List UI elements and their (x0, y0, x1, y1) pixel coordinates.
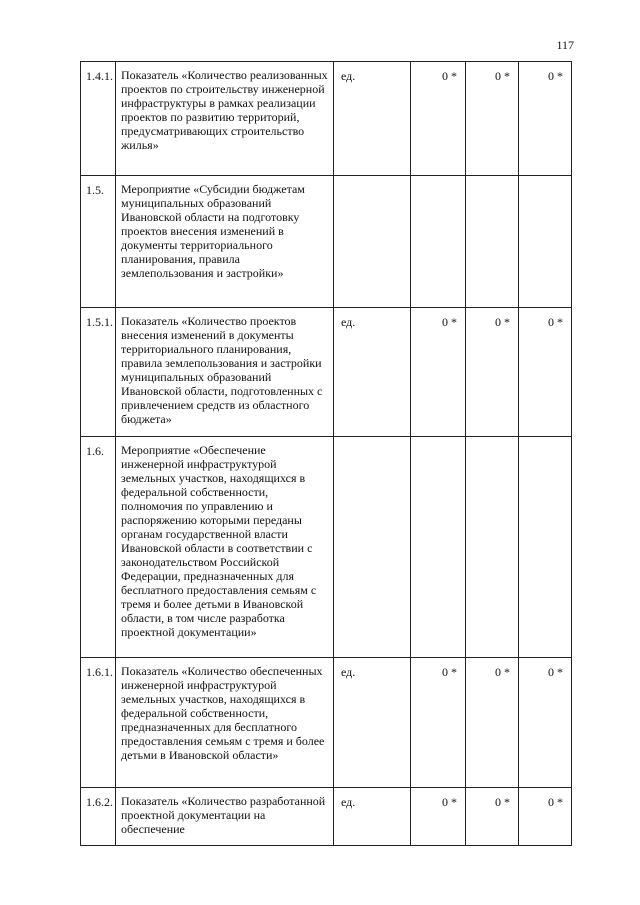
row-value-2 (466, 437, 519, 658)
row-value-1: 0 * (411, 788, 466, 846)
row-value-2: 0 * (466, 308, 519, 437)
row-value-3 (519, 176, 572, 308)
row-value-3: 0 * (519, 788, 572, 846)
table-row (81, 62, 572, 176)
row-value-2: 0 * (466, 788, 519, 846)
row-description: Мероприятие «Обеспечение инженерной инфраструктурой земельных участков, находящихся в федеральной собственности, полномочия по управлению и распоряжению которыми переданы органам государственной власти Ивановской области в соответствии с законодательством Российской Федерации, предназначенных для бесплатного предоставления семьям с тремя и более детьми в Ивановской области, в том числе разработка проектной документации» (116, 437, 334, 658)
row-number: 1.6. (81, 437, 116, 658)
row-value-2 (466, 176, 519, 308)
table-row (81, 658, 572, 788)
table-row (81, 437, 572, 658)
row-unit: ед. (334, 788, 411, 846)
row-number: 1.5. (81, 176, 116, 308)
row-value-1 (411, 437, 466, 658)
row-description: Показатель «Количество разработанной проектной документации на обеспечение (116, 788, 334, 846)
row-value-2: 0 * (466, 62, 519, 176)
row-value-1: 0 * (411, 658, 466, 788)
row-description: Показатель «Количество реализованных проектов по строительству инженерной инфраструктуры в рамках реализации проектов по развитию территорий, предусматривающих строительство жилья» (116, 62, 334, 176)
row-value-3: 0 * (519, 658, 572, 788)
row-unit: ед. (334, 308, 411, 437)
row-value-1: 0 * (411, 308, 466, 437)
row-value-2: 0 * (466, 658, 519, 788)
row-unit (334, 176, 411, 308)
row-unit: ед. (334, 62, 411, 176)
row-unit: ед. (334, 658, 411, 788)
row-number: 1.6.1. (81, 658, 116, 788)
row-number: 1.6.2. (81, 788, 116, 846)
table-row (81, 176, 572, 308)
row-number: 1.4.1. (81, 62, 116, 176)
row-unit (334, 437, 411, 658)
table-row (81, 308, 572, 437)
row-value-3: 0 * (519, 62, 572, 176)
row-description: Мероприятие «Субсидии бюджетам муниципальных образований Ивановской области на подготовку проектов внесения изменений в документы территориального планирования, правила землепользования и застройки» (116, 176, 334, 308)
page-number: 117 (556, 38, 574, 52)
row-value-3: 0 * (519, 308, 572, 437)
row-value-1: 0 * (411, 62, 466, 176)
indicators-table (80, 61, 572, 846)
row-value-3 (519, 437, 572, 658)
row-value-1 (411, 176, 466, 308)
row-description: Показатель «Количество проектов внесения изменений в документы территориального планирования, правила землепользования и застройки муниципальных образований Ивановской области, подготовленных с привлечением средств из областного бюджета» (116, 308, 334, 437)
row-number: 1.5.1. (81, 308, 116, 437)
row-description: Показатель «Количество обеспеченных инженерной инфраструктурой земельных участков, находящихся в федеральной собственности, предназначенных для бесплатного предоставления семьям с тремя и более детьми в Ивановской области» (116, 658, 334, 788)
table-row (81, 788, 572, 846)
